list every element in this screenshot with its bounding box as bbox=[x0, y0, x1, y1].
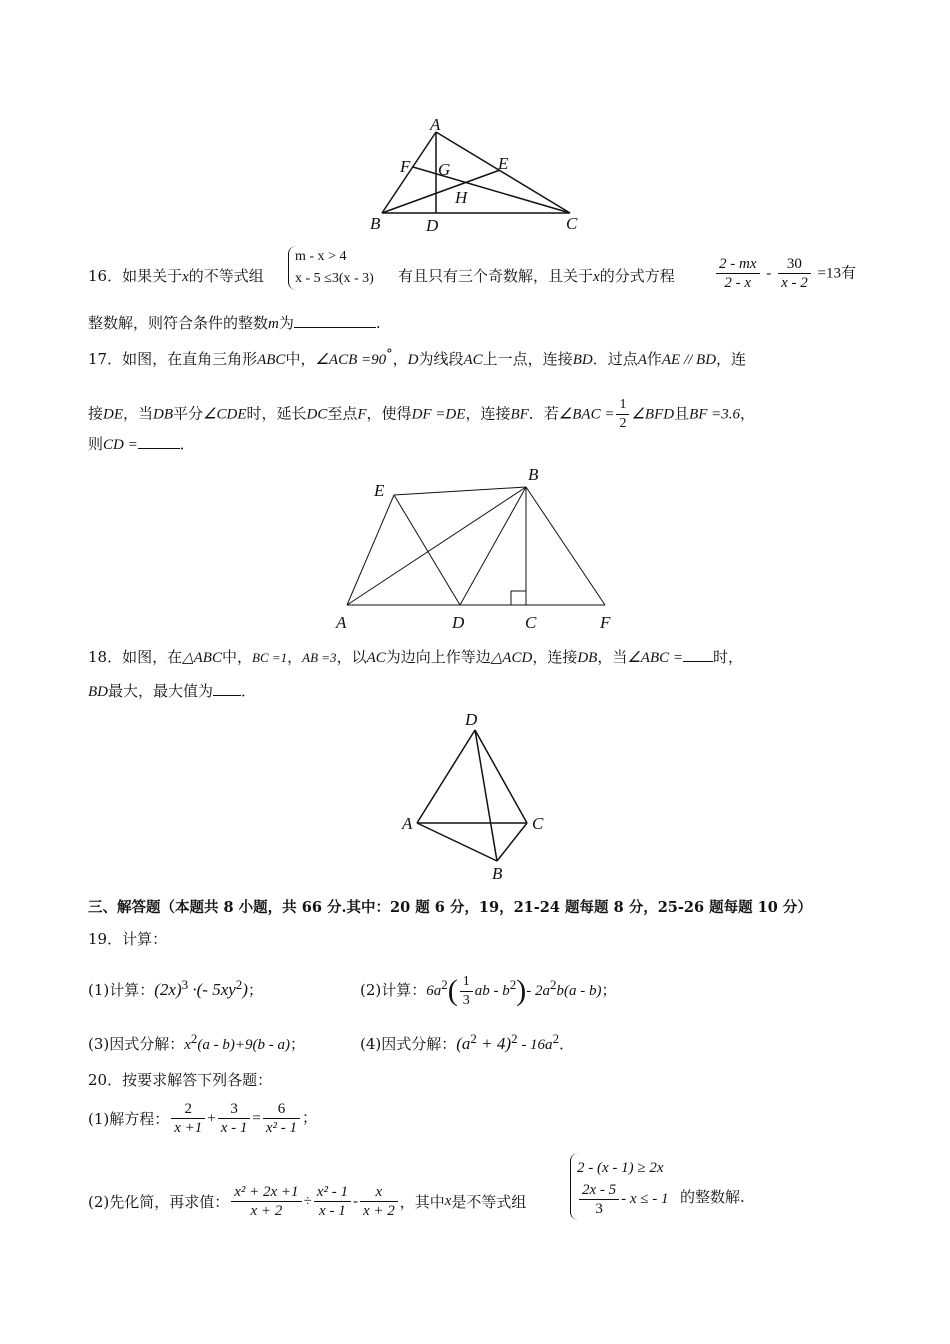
q20-sys2-n: 2x - 5 bbox=[582, 1182, 617, 1198]
q19-part3 bbox=[88, 1029, 305, 1055]
q16-var-x: x bbox=[182, 269, 189, 285]
segment-ed bbox=[394, 495, 460, 605]
q19-p1-label: (1)计算： bbox=[88, 981, 155, 999]
label-d: D bbox=[426, 216, 439, 235]
label-e: E bbox=[374, 481, 385, 500]
q17-bd: BD bbox=[572, 352, 593, 368]
q18-number: 18． bbox=[88, 648, 123, 666]
q18-answer-blank-1[interactable] bbox=[683, 647, 713, 662]
q17-ac: AC bbox=[463, 352, 483, 368]
q17-f: F bbox=[357, 406, 367, 423]
q20-f2-n: 3 bbox=[230, 1101, 238, 1117]
q16-fraction-equation bbox=[714, 255, 856, 292]
label-b: B bbox=[528, 465, 539, 484]
q19-p4-exp3: 2 bbox=[552, 1031, 560, 1046]
q19-p3-a: x bbox=[184, 1037, 191, 1053]
q20-minus: - bbox=[352, 1193, 358, 1210]
q19-p2-exp2: 2 bbox=[509, 977, 517, 992]
segment-ab bbox=[417, 823, 497, 861]
q17-d: D bbox=[407, 352, 419, 368]
q19-p1-exp2: 2 bbox=[235, 977, 243, 992]
q16-var-m: m bbox=[268, 316, 279, 332]
q16-sys-line1: m - x > 4 bbox=[295, 249, 347, 264]
label-f: F bbox=[400, 157, 411, 176]
q17-answer-blank[interactable] bbox=[138, 434, 180, 449]
q17-text: 上一点，连接 bbox=[482, 350, 573, 368]
q18-text: 如图，在 bbox=[122, 648, 183, 666]
segment-da bbox=[417, 730, 475, 823]
label-c: C bbox=[566, 214, 578, 233]
q19-p1-b: ·(- 5xy bbox=[188, 980, 236, 999]
q19-heading: 19．计算： bbox=[88, 930, 168, 948]
q16-text4: 的分式方程 bbox=[599, 267, 675, 285]
q19-p1-c: ) bbox=[242, 980, 248, 999]
q20-f2-d: x - 1 bbox=[218, 1118, 251, 1137]
q16-line1 bbox=[88, 266, 264, 287]
q20-f1 bbox=[171, 1100, 205, 1137]
q19-p2-label: (2)计算： bbox=[360, 981, 427, 999]
q17-text: 中， bbox=[285, 350, 316, 368]
q16-frac1 bbox=[716, 255, 760, 292]
label-d: D bbox=[452, 613, 465, 632]
q17-text: ．过点 bbox=[592, 350, 638, 368]
segment-ab bbox=[347, 487, 526, 605]
q17-text: 则 bbox=[88, 435, 104, 453]
q18-bc: BC =1 bbox=[252, 650, 288, 665]
q19-p4-a: (a bbox=[456, 1034, 471, 1053]
q17-bac: ∠BAC = bbox=[558, 406, 615, 423]
segment-ea bbox=[347, 495, 394, 605]
q20-p2-end-wrap bbox=[680, 1187, 745, 1207]
q18-line1 bbox=[88, 647, 743, 668]
q19-p2-rparen: ) bbox=[516, 974, 527, 1007]
q19-p1-exp: 3 bbox=[181, 977, 189, 992]
q20-part2 bbox=[88, 1183, 526, 1220]
label-c: C bbox=[532, 814, 544, 833]
q20-g3 bbox=[360, 1183, 398, 1220]
q17-cd: CD = bbox=[103, 437, 138, 453]
q20-p2-end: 的整数解. bbox=[680, 1188, 745, 1206]
q17-abc: ABC bbox=[257, 352, 286, 368]
q17-text: 平分 bbox=[173, 404, 204, 423]
q18-ab: AB =3 bbox=[302, 650, 337, 665]
q19-p4-label: (4)因式分解： bbox=[360, 1035, 457, 1053]
q17-text: 接 bbox=[88, 404, 104, 423]
q16-line2-tail: 为 bbox=[278, 314, 294, 332]
q18-ac: AC bbox=[366, 650, 386, 666]
q18-abc-angle: ∠ABC = bbox=[627, 650, 683, 666]
q17-half-n: 1 bbox=[619, 397, 627, 412]
q19-p4-exp: 2 bbox=[470, 1031, 477, 1046]
q17-text: 至点 bbox=[327, 404, 358, 423]
q18-text: 最大，最大值为 bbox=[108, 682, 214, 700]
q16-inequality-system bbox=[288, 246, 374, 290]
q19-p2-b: ab - b bbox=[474, 983, 510, 999]
q19-p2-a: 6a bbox=[426, 983, 442, 999]
label-a: A bbox=[430, 115, 441, 134]
q20-f3-n: 6 bbox=[277, 1101, 286, 1117]
q20-g1-d: x + 2 bbox=[231, 1201, 301, 1220]
q20-sys2-tail: - x ≤ - 1 bbox=[621, 1190, 669, 1207]
q20-p2-mid2: 是不等式组 bbox=[451, 1193, 527, 1211]
label-d: D bbox=[465, 710, 478, 729]
label-f: F bbox=[600, 613, 611, 632]
q20-g1-n: x² + 2x +1 bbox=[234, 1184, 299, 1200]
q16-line1b bbox=[398, 266, 675, 287]
q17-dc: DC bbox=[306, 406, 328, 423]
label-g: G bbox=[438, 160, 451, 179]
q17-end: ． bbox=[179, 435, 195, 453]
q17-number: 17． bbox=[88, 350, 123, 368]
q17-parallel: AE // BD bbox=[661, 352, 717, 368]
q17-deg: ° bbox=[386, 347, 393, 362]
q18-line2 bbox=[88, 681, 256, 702]
q20-f1-d: x +1 bbox=[171, 1118, 205, 1137]
q16-frac2 bbox=[778, 255, 811, 292]
q20-heading: 20．按要求解答下列各题： bbox=[88, 1071, 273, 1089]
label-e: E bbox=[498, 154, 509, 173]
q17-angle: ∠ACB =90 bbox=[315, 352, 387, 368]
q20-var-x: x bbox=[444, 1193, 452, 1209]
q18-bd: BD bbox=[88, 684, 108, 700]
q20-inequality-system bbox=[570, 1153, 669, 1220]
q17-half bbox=[616, 396, 629, 433]
q17-text: 如图，在直角三角形 bbox=[122, 350, 258, 368]
q17-text: ，连接 bbox=[465, 404, 511, 423]
q16-var-x2: x bbox=[593, 269, 600, 285]
q18-tri-acd: △ACD bbox=[490, 650, 533, 666]
q20-sys2 bbox=[577, 1181, 669, 1218]
q17-bfd: ∠BFD bbox=[631, 406, 675, 423]
q17-text: ，连 bbox=[716, 350, 747, 368]
section3-title: 三、解答题（本题共 8 小题，共 66 分.其中：20 题 6 分，19，21-24 题每题 8 分，25-26 题每题 10 分） bbox=[88, 899, 812, 916]
q17-half-d: 2 bbox=[616, 414, 629, 433]
q20-f1-n: 2 bbox=[184, 1101, 193, 1117]
q20-g3-d: x + 2 bbox=[360, 1201, 398, 1220]
q19-p2-end: ； bbox=[601, 981, 617, 999]
q18-answer-blank-2[interactable] bbox=[213, 681, 241, 696]
q20-sys1: 2 - (x - 1) ≥ 2x bbox=[577, 1160, 664, 1176]
q19-p3-exp: 2 bbox=[190, 1031, 198, 1046]
q16-text2: 的不等式组 bbox=[188, 267, 264, 285]
q18-text: 为边向上作等边 bbox=[385, 648, 491, 666]
q18-text: 时， bbox=[713, 648, 744, 666]
q19-p2-lparen: ( bbox=[447, 974, 458, 1007]
q17-text: 为线段 bbox=[418, 350, 464, 368]
q19-p2-exp3: 2 bbox=[550, 977, 557, 992]
q20-g1 bbox=[231, 1183, 301, 1220]
q17-db: DB bbox=[153, 406, 174, 423]
q19-p2-c: - 2a bbox=[526, 983, 550, 999]
q19-p4-end: ． bbox=[559, 1035, 575, 1053]
q16-number: 16． bbox=[88, 267, 123, 285]
q20-div: ÷ bbox=[303, 1193, 312, 1210]
q16-minus: - bbox=[766, 265, 772, 282]
q19-p2-frac-d: 3 bbox=[460, 991, 473, 1010]
q20-sys2-frac bbox=[579, 1181, 619, 1218]
q20-g2-n: x² - 1 bbox=[316, 1184, 348, 1200]
q16-text3: 有且只有三个奇数解，且关于 bbox=[398, 267, 594, 285]
q20-f2 bbox=[218, 1100, 251, 1137]
segment-cb bbox=[497, 823, 527, 861]
q20-f3-d: x² - 1 bbox=[263, 1118, 300, 1137]
q17-text: 且 bbox=[674, 404, 690, 423]
q17-line3 bbox=[88, 434, 195, 455]
q19-part2 bbox=[360, 966, 617, 1010]
q16-frac2-den: x - 2 bbox=[778, 273, 811, 292]
figure-q18 bbox=[395, 705, 565, 885]
q19-part4 bbox=[360, 1029, 574, 1055]
q20-f3 bbox=[263, 1100, 300, 1137]
q19-p4-b: + 4) bbox=[476, 1034, 512, 1053]
label-a: A bbox=[402, 814, 413, 833]
q18-text: ，当 bbox=[597, 648, 628, 666]
q16-frac2-num: 30 bbox=[786, 256, 802, 272]
q19-p4-exp2: 2 bbox=[511, 1031, 518, 1046]
q17-bf: BF bbox=[510, 406, 529, 423]
label-b: B bbox=[492, 864, 503, 883]
q20-g2 bbox=[314, 1183, 351, 1220]
q20-sys2-d: 3 bbox=[579, 1199, 619, 1218]
q18-text: ，连接 bbox=[532, 648, 578, 666]
q17-cde: ∠CDE bbox=[203, 406, 247, 423]
q16-eq-tail: =13有 bbox=[817, 265, 856, 282]
q17-text: ，使得 bbox=[366, 404, 412, 423]
label-b: B bbox=[370, 214, 381, 233]
q20-p2-mid: ，其中 bbox=[399, 1193, 445, 1211]
q20-eq: = bbox=[252, 1110, 261, 1127]
q17-text: 作 bbox=[646, 350, 662, 368]
q19-part1 bbox=[88, 975, 263, 1000]
q19-p1-end: ； bbox=[247, 981, 263, 999]
q17-line1 bbox=[88, 345, 746, 370]
q17-text: ．若 bbox=[528, 404, 559, 423]
label-c: C bbox=[525, 613, 537, 632]
q19-p2-exp: 2 bbox=[441, 977, 448, 992]
segment-eb bbox=[394, 487, 526, 495]
figure-q17 bbox=[330, 460, 630, 635]
q17-text: 时，延长 bbox=[246, 404, 307, 423]
q18-tri-abc: △ABC bbox=[182, 650, 222, 666]
segment-db bbox=[460, 487, 526, 605]
q20-plus: + bbox=[207, 1110, 216, 1127]
q20-g2-d: x - 1 bbox=[314, 1201, 351, 1220]
label-h: H bbox=[455, 188, 468, 207]
q18-db: DB bbox=[577, 650, 598, 666]
segment-bf bbox=[526, 487, 605, 605]
q19-p3-label: (3)因式分解： bbox=[88, 1035, 185, 1053]
q17-line2 bbox=[88, 396, 755, 433]
q16-line2 bbox=[88, 313, 381, 334]
q16-answer-blank[interactable] bbox=[294, 313, 376, 328]
q16-end: . bbox=[375, 314, 381, 332]
q17-text: ， bbox=[740, 404, 756, 423]
label-a: A bbox=[336, 613, 347, 632]
q16-sys-line2: x - 5 ≤3(x - 3) bbox=[295, 271, 374, 286]
q16-frac1-den: 2 - x bbox=[716, 273, 760, 292]
q17-bfval: BF =3.6 bbox=[689, 406, 741, 423]
q18-text: 中， bbox=[221, 648, 252, 666]
q17-text: ，当 bbox=[123, 404, 154, 423]
right-angle-mark bbox=[511, 591, 526, 605]
q19-p3-end: ； bbox=[290, 1035, 306, 1053]
q16-text1: 如果关于 bbox=[122, 267, 183, 285]
q18-text: ， bbox=[287, 648, 303, 666]
q17-a: A bbox=[637, 352, 647, 368]
q18-text: ，以 bbox=[336, 648, 367, 666]
q19-p2-d: b(a - b) bbox=[556, 983, 602, 999]
figure-triangle-abc-q15 bbox=[360, 110, 600, 240]
q20-p2-label: (2)先化简，再求值： bbox=[88, 1193, 230, 1211]
q16-frac1-num: 2 - mx bbox=[719, 256, 757, 272]
q19-p4-c: - 16a bbox=[517, 1037, 553, 1053]
q19-p3-b: (a - b)+9(b - a) bbox=[197, 1037, 291, 1053]
q20-g3-n: x bbox=[375, 1184, 383, 1200]
q17-de: DE bbox=[103, 406, 124, 423]
q19-p1-a: (2x) bbox=[154, 980, 182, 999]
q20-p1-end: ； bbox=[302, 1108, 318, 1127]
q17-dfde: DF =DE bbox=[411, 406, 466, 423]
q19-p2-frac bbox=[460, 973, 473, 1010]
q18-end: ． bbox=[241, 682, 257, 700]
q16-line2-text: 整数解，则符合条件的整数 bbox=[88, 314, 269, 332]
q20-part1 bbox=[88, 1100, 317, 1137]
q19-p2-frac-n: 1 bbox=[462, 973, 470, 989]
q20-p1-label: (1)解方程： bbox=[88, 1110, 170, 1128]
q17-text: ， bbox=[392, 350, 408, 368]
